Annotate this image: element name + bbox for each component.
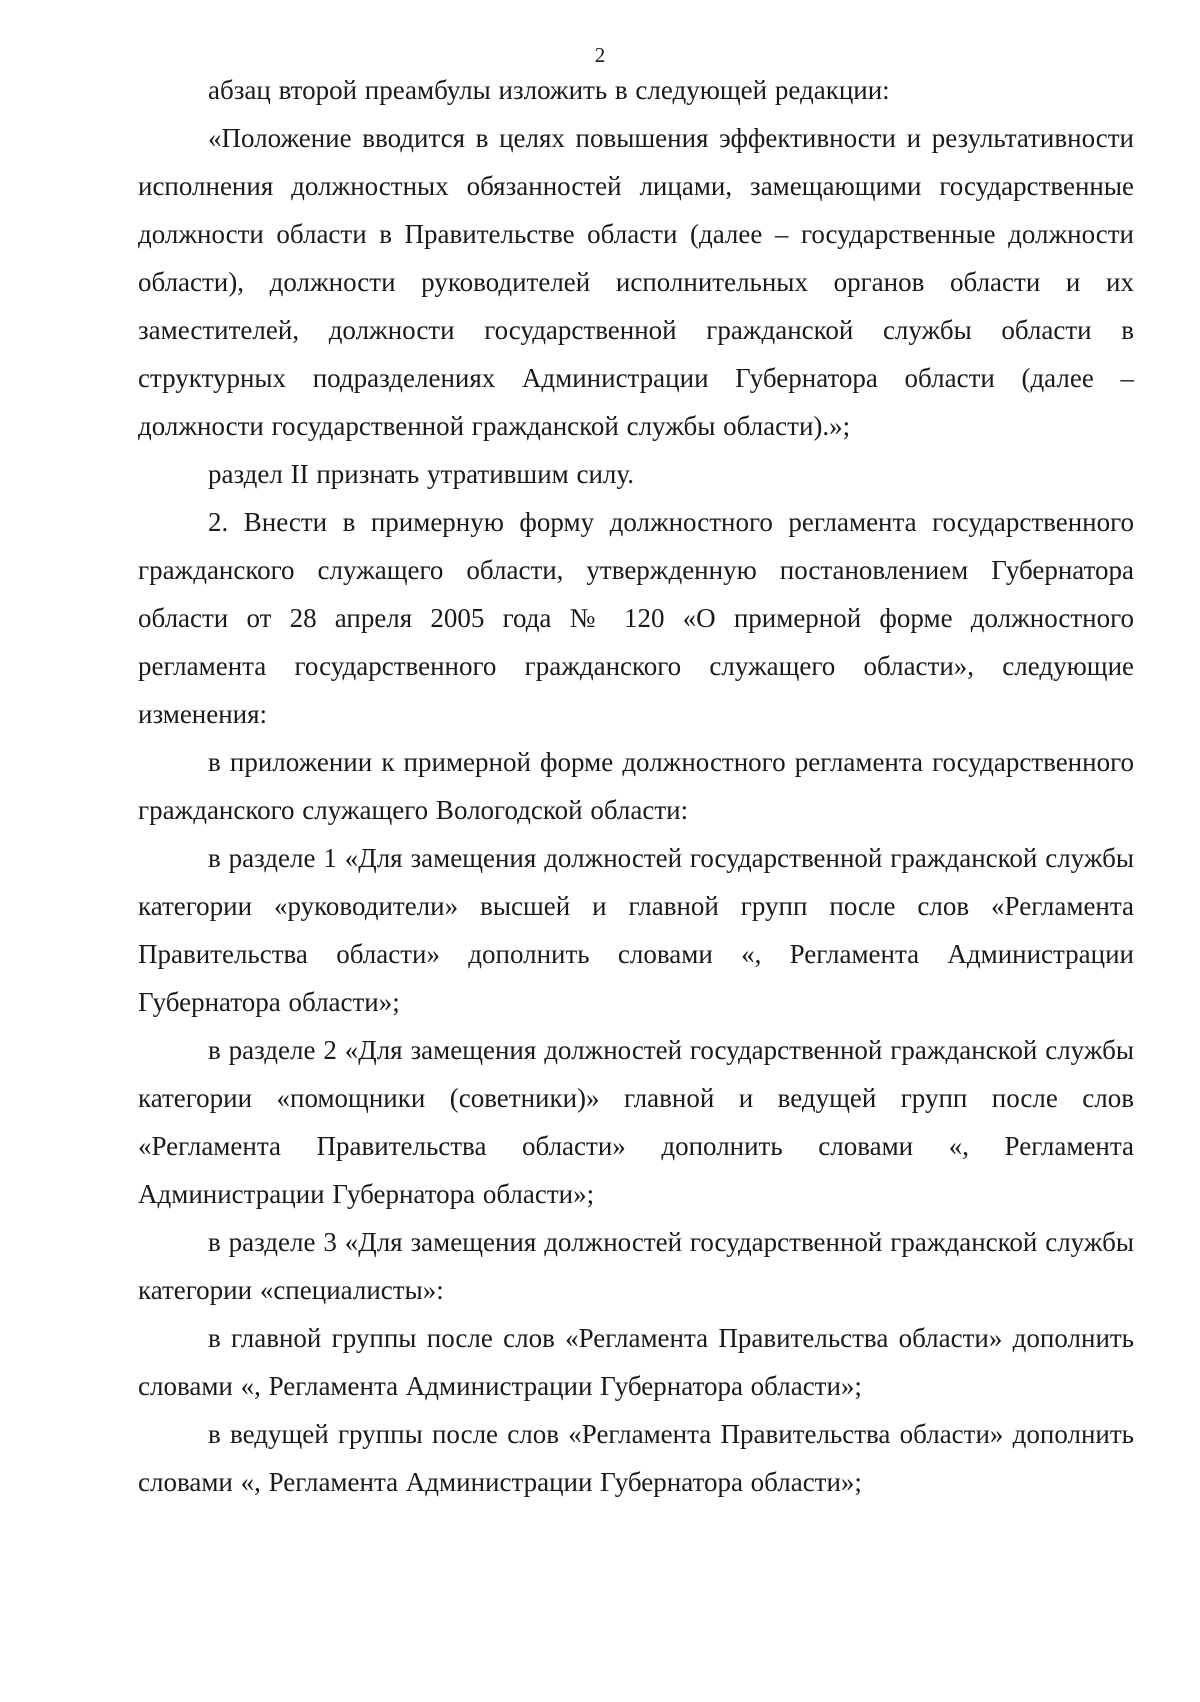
document-body xyxy=(138,66,1134,1506)
paragraph-appendix-intro: в приложении к примерной форме должностного регламента государственного гражданского служащего Вологодской области: xyxy=(138,747,1134,825)
paragraph-preamble-instruction: абзац второй преамбулы изложить в следующей редакции: xyxy=(208,75,890,105)
paragraph-item-2: 2. Внести в примерную форму должностного регламента государственного гражданского служащего области, утвержденную постановлением Губернатора области от 28 апреля 2005 года № 120 «О примерной форме должностного регламента государственного гражданского служащего области», следующие изменения: xyxy=(138,507,1134,729)
paragraph-quoted-preamble: «Положение вводится в целях повышения эффективности и результативности исполнения должностных обязанностей лицами, замещающими государственные должности области в Правительстве области (далее – государственные должности области), должности руководителей исполнительных органов области и их заместителей, должности государственной гражданской службы области в структурных подразделениях Администрации Губернатора области (далее – должности государственной гражданской службы области).»; xyxy=(138,123,1134,441)
paragraph-section-3-leading-group: в ведущей группы после слов «Регламента Правительства области» дополнить словами «, Регламента Администрации Губернатора области»; xyxy=(138,1419,1134,1497)
paragraph-section-1: в разделе 1 «Для замещения должностей государственной гражданской службы категории «руководители» высшей и главной групп после слов «Регламента Правительства области» дополнить словами «, Регламента Администрации Губернатора области»; xyxy=(138,843,1134,1017)
paragraph-section-ii-repeal: раздел II признать утратившим силу. xyxy=(208,459,634,489)
paragraph-section-3: в разделе 3 «Для замещения должностей государственной гражданской службы категории «специалисты»: xyxy=(138,1227,1134,1305)
paragraph-section-3-main-group: в главной группы после слов «Регламента Правительства области» дополнить словами «, Регламента Администрации Губернатора области»; xyxy=(138,1323,1134,1401)
page-number: 2 xyxy=(594,43,606,67)
paragraph-section-2: в разделе 2 «Для замещения должностей государственной гражданской службы категории «помощники (советники)» главной и ведущей групп после слов «Регламента Правительства области» дополнить словами «, Регламента Администрации Губернатора области»; xyxy=(138,1035,1134,1209)
